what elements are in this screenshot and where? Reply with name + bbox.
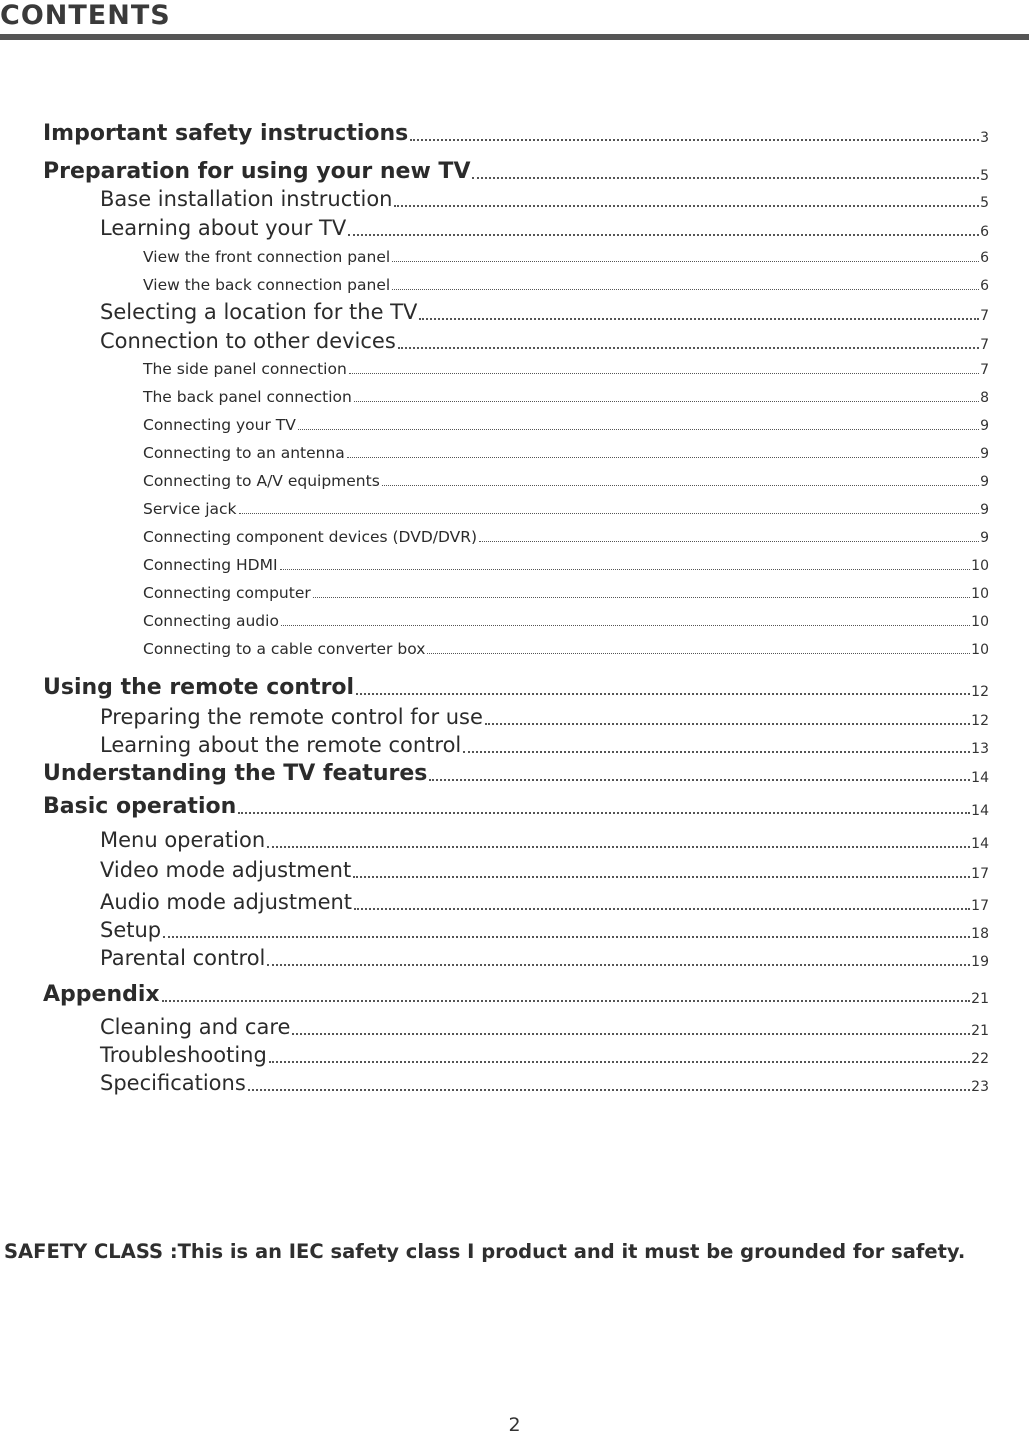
contents-heading: CONTENTS — [0, 0, 171, 31]
toc-entry-page: 6 — [980, 250, 989, 266]
toc-leader-dots — [354, 907, 970, 910]
toc-entry-title: Important safety instructions — [43, 121, 409, 146]
toc-entry-page: 12 — [971, 684, 989, 700]
toc-entry-title: The back panel connection — [143, 388, 352, 406]
toc-entry[interactable] — [143, 384, 989, 406]
toc-entry-title: The side panel connection — [143, 360, 347, 378]
toc-entry[interactable] — [100, 729, 989, 757]
toc-entry[interactable] — [143, 468, 989, 490]
toc-entry[interactable] — [100, 296, 989, 324]
safety-class-note: SAFETY CLASS :This is an IEC safety class I product and it must be grounded for safety. — [4, 1240, 966, 1263]
toc-entry-title: Connecting to an antenna — [143, 444, 345, 462]
toc-entry-title: Connecting your TV — [143, 416, 296, 434]
toc-entry-page: 18 — [971, 926, 989, 942]
toc-entry[interactable] — [100, 942, 989, 970]
toc-entry-page: 7 — [980, 308, 989, 324]
toc-entry-page: 17 — [971, 866, 989, 882]
page-number: 2 — [508, 1414, 521, 1436]
toc-entry[interactable] — [43, 670, 989, 700]
toc-leader-dots — [162, 999, 971, 1002]
toc-entry[interactable] — [143, 412, 989, 434]
toc-entry-page: 6 — [980, 278, 989, 294]
toc-leader-dots — [239, 512, 980, 514]
toc-entry-page: 9 — [980, 474, 989, 490]
toc-leader-dots — [353, 875, 970, 878]
toc-entry-title: Connecting to A/V equipments — [143, 472, 380, 490]
toc-entry[interactable] — [143, 496, 989, 518]
toc-entry[interactable] — [100, 824, 989, 852]
toc-leader-dots — [427, 652, 970, 654]
toc-entry[interactable] — [143, 524, 989, 546]
toc-entry-title: Connecting computer — [143, 584, 311, 602]
toc-leader-dots — [392, 288, 979, 290]
toc-entry-page: 13 — [971, 741, 989, 757]
toc-entry-title: Video mode adjustment — [100, 858, 352, 882]
toc-entry[interactable] — [100, 183, 989, 211]
toc-entry[interactable] — [100, 325, 989, 353]
toc-entry[interactable] — [143, 272, 989, 294]
toc-entry-title: Using the remote control — [43, 675, 355, 700]
toc-entry-title: Troubleshooting — [100, 1043, 267, 1067]
toc-entry-title: Base installation instruction — [100, 187, 393, 211]
toc-entry-page: 14 — [971, 836, 989, 852]
toc-entry-page: 9 — [980, 502, 989, 518]
toc-leader-dots — [429, 778, 970, 781]
toc-entry-title: Basic operation — [43, 794, 237, 819]
toc-entry-page: 10 — [971, 586, 989, 602]
toc-entry-title: Preparation for using your new TV — [43, 159, 471, 184]
toc-entry-page: 9 — [980, 446, 989, 462]
toc-entry-title: Connecting HDMI — [143, 556, 278, 574]
toc-entry[interactable] — [100, 212, 989, 240]
toc-entry-title: Appendix — [43, 982, 160, 1007]
toc-entry-page: 9 — [980, 418, 989, 434]
toc-leader-dots — [238, 811, 970, 814]
toc-entry-page: 21 — [971, 1023, 989, 1039]
toc-entry[interactable] — [100, 701, 989, 729]
toc-entry-title: Audio mode adjustment — [100, 890, 353, 914]
toc-leader-dots — [348, 233, 979, 236]
toc-leader-dots — [472, 176, 979, 179]
toc-leader-dots — [398, 346, 979, 349]
toc-entry[interactable] — [100, 914, 989, 942]
toc-entry[interactable] — [43, 154, 989, 184]
toc-entry-page: 23 — [971, 1079, 989, 1095]
toc-entry-title: Selecting a location for the TV — [100, 300, 418, 324]
toc-leader-dots — [463, 750, 970, 753]
toc-entry[interactable] — [143, 552, 989, 574]
toc-leader-dots — [349, 372, 979, 374]
toc-entry-title: Learning about the remote control — [100, 733, 462, 757]
toc-entry-page: 19 — [971, 954, 989, 970]
toc-leader-dots — [269, 1060, 970, 1063]
toc-leader-dots — [485, 722, 970, 725]
toc-entry-title: Specifications — [100, 1071, 246, 1095]
toc-entry-page: 21 — [971, 991, 989, 1007]
toc-leader-dots — [267, 963, 970, 966]
toc-entry-title: Connection to other devices — [100, 329, 396, 353]
toc-leader-dots — [392, 260, 979, 262]
toc-leader-dots — [298, 428, 979, 430]
toc-entry[interactable] — [100, 1067, 989, 1095]
toc-entry-title: Preparing the remote control for use — [100, 705, 483, 729]
toc-entry-page: 10 — [971, 642, 989, 658]
toc-entry[interactable] — [143, 636, 989, 658]
toc-leader-dots — [267, 845, 970, 848]
toc-entry-title: Cleaning and care — [100, 1015, 291, 1039]
toc-entry-page: 7 — [980, 337, 989, 353]
toc-entry[interactable] — [43, 116, 989, 146]
toc-entry-page: 9 — [980, 530, 989, 546]
toc-leader-dots — [248, 1088, 970, 1091]
toc-entry-page: 5 — [980, 195, 989, 211]
toc-leader-dots — [313, 596, 970, 598]
toc-entry-page: 14 — [971, 803, 989, 819]
toc-entry-title: Parental control — [100, 946, 266, 970]
toc-entry-title: Menu operation — [100, 828, 266, 852]
toc-entry[interactable] — [143, 440, 989, 462]
toc-entry-page: 22 — [971, 1051, 989, 1067]
toc-entry[interactable] — [43, 789, 989, 819]
toc-entry[interactable] — [100, 886, 989, 914]
toc-entry-title: Service jack — [143, 500, 237, 518]
toc-entry-title: Connecting component devices (DVD/DVR) — [143, 528, 478, 546]
toc-entry-title: Understanding the TV features — [43, 761, 428, 786]
toc-entry-page: 14 — [971, 770, 989, 786]
toc-entry[interactable] — [143, 580, 989, 602]
toc-leader-dots — [347, 456, 979, 458]
toc-leader-dots — [479, 540, 979, 542]
toc-entry[interactable] — [100, 1039, 989, 1067]
toc-entry-title: Setup — [100, 918, 162, 942]
toc-entry-title: View the back connection panel — [143, 276, 391, 294]
toc-entry[interactable] — [143, 356, 989, 378]
toc-leader-dots — [292, 1032, 970, 1035]
toc-entry-page: 5 — [980, 168, 989, 184]
toc-entry-page: 6 — [980, 224, 989, 240]
toc-leader-dots — [419, 317, 979, 320]
toc-entry-page: 7 — [980, 362, 989, 378]
toc-leader-dots — [354, 400, 979, 402]
toc-entry-title: View the front connection panel — [143, 248, 391, 266]
toc-entry-page: 17 — [971, 898, 989, 914]
toc-leader-dots — [280, 568, 971, 570]
toc-entry-title: Learning about your TV — [100, 216, 347, 240]
toc-entry-page: 10 — [971, 614, 989, 630]
toc-entry-page: 12 — [971, 713, 989, 729]
toc-entry-page: 8 — [980, 390, 989, 406]
toc-entry-page: 10 — [971, 558, 989, 574]
toc-entry[interactable] — [43, 977, 989, 1007]
toc-leader-dots — [163, 935, 970, 938]
toc-entry[interactable] — [100, 1011, 989, 1039]
toc-entry-title: Connecting to a cable converter box — [143, 640, 426, 658]
toc-entry-page: 3 — [980, 130, 989, 146]
toc-entry-title: Connecting audio — [143, 612, 279, 630]
toc-entry[interactable] — [43, 756, 989, 786]
toc-entry[interactable] — [143, 244, 989, 266]
toc-leader-dots — [410, 138, 979, 141]
toc-leader-dots — [382, 484, 979, 486]
toc-entry[interactable] — [100, 854, 989, 882]
toc-leader-dots — [356, 692, 970, 695]
toc-entry[interactable] — [143, 608, 989, 630]
toc-leader-dots — [281, 624, 970, 626]
toc-leader-dots — [394, 204, 979, 207]
